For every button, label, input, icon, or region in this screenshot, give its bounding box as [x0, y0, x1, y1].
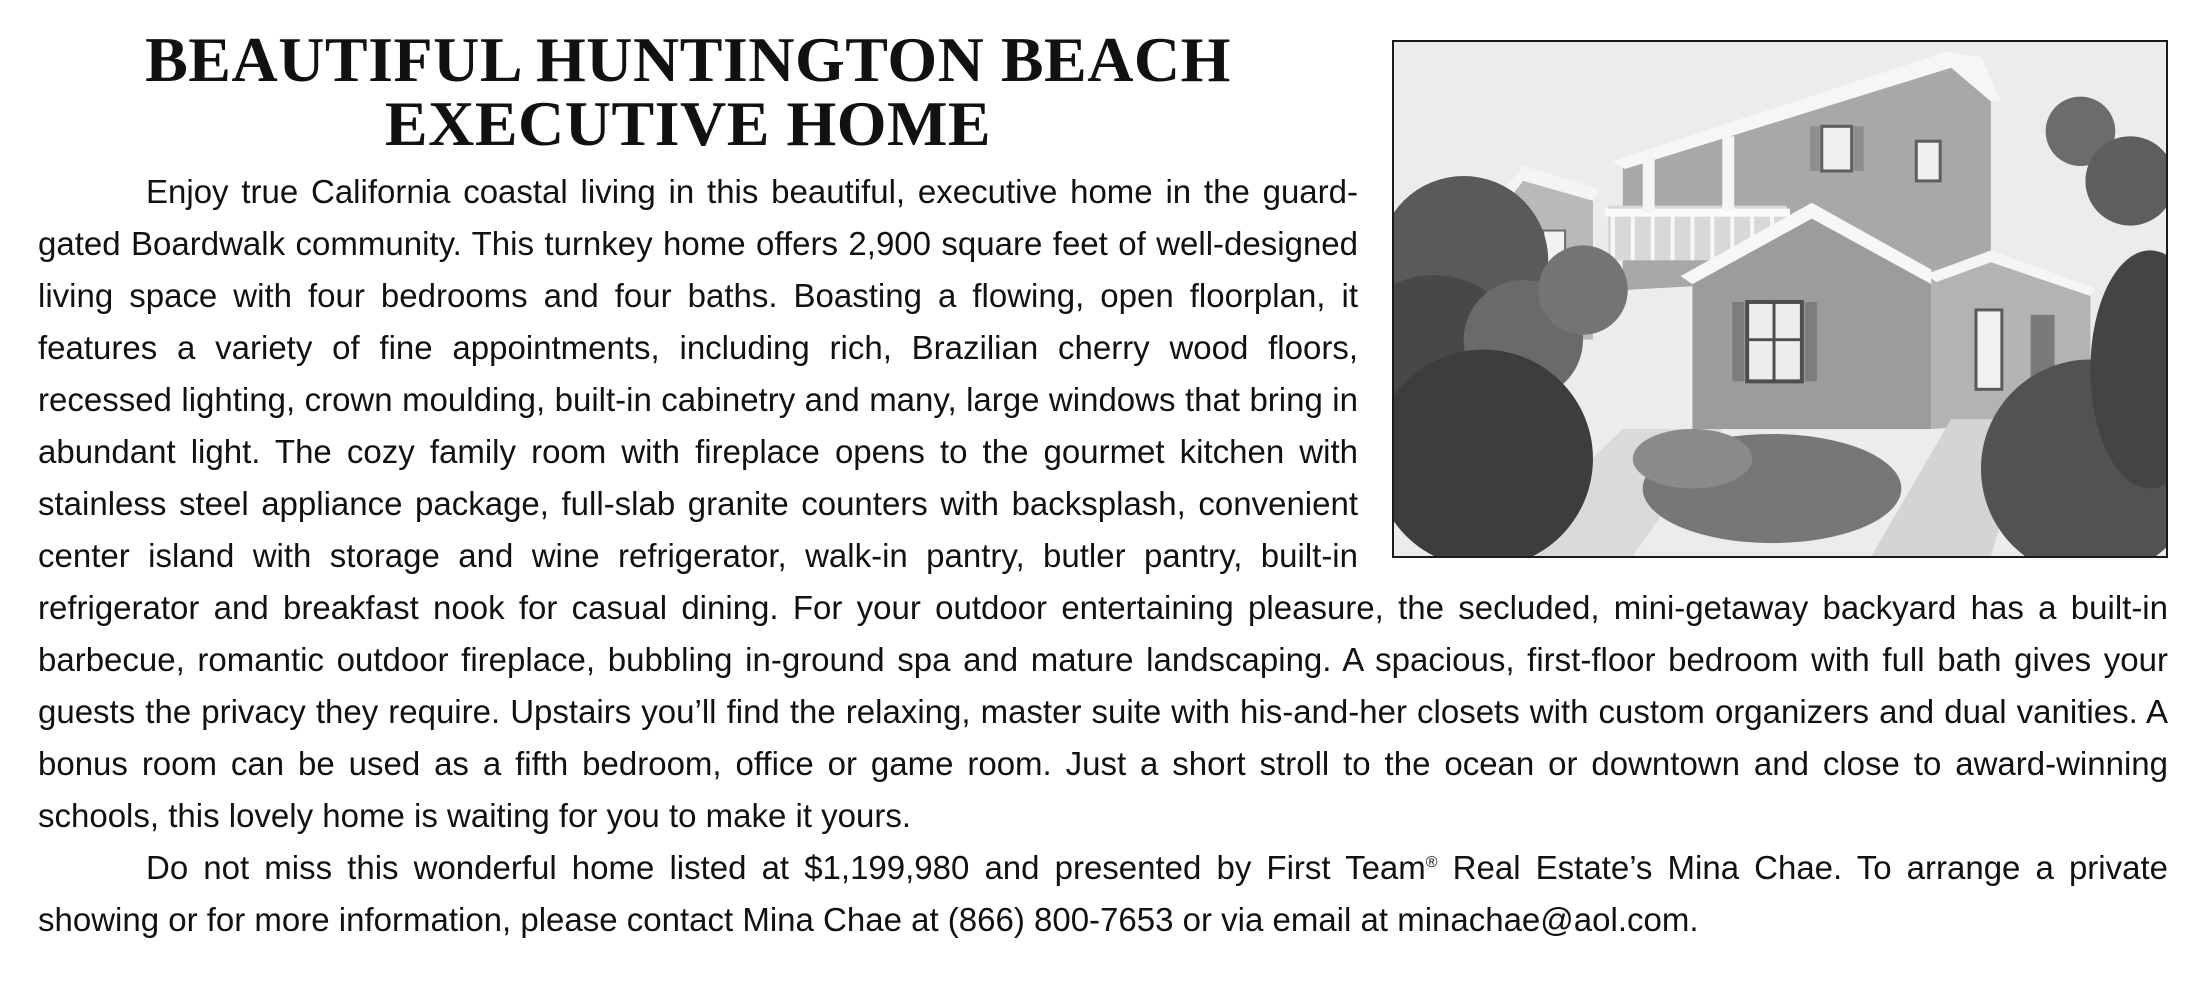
- contact-text-start: Do not miss this wonderful home listed at $1,199,980 and presented by First Team: [146, 849, 1426, 886]
- contact-text-end: Real Estate’s Mina Chae. To arrange a private showing or for more information, please contact Mina Chae at (866) 800-7653 or via email at minachae@aol.com.: [38, 849, 2168, 938]
- description-paragraph: Enjoy true California coastal living in this beautiful, executive home in the guard-gated Boardwalk community. This turnkey home offers 2,900 square feet of well-designed living space with four bedrooms and four baths. Boasting a flowing, open floorplan, it features a variety of fine appointments, including rich, Brazilian cherry wood floors, recessed lighting, crown moulding, built-in cabinetry and many, large windows that bring in abundant light. The cozy family room with fireplace opens to the gourmet kitchen with stainless steel appliance package, full-slab granite counters with backsplash, convenient center island with storage and wine refrigerator, walk-in pantry, butler pantry, built-in refrigerator and breakfast nook for casual dining. For your outdoor entertaining pleasure, the secluded, mini-getaway backyard has a built-in barbecue, romantic outdoor fireplace, bubbling in-ground spa and mature landscaping. A spacious, first-floor bedroom with full bath gives your guests the privacy they require. Upstairs you’ll find the relaxing, master suite with his-and-her closets with custom organizers and dual vanities. A bonus room can be used as a fifth bedroom, office or game room. Just a short stroll to the ocean or downtown and close to award-winning schools, this lovely home is waiting for you to make it yours.: [38, 173, 2168, 834]
- headline-line-2: EXECUTIVE HOME: [384, 88, 992, 159]
- headline-line-1: BEAUTIFUL HUNTINGTON BEACH: [145, 24, 1231, 95]
- house-photo-image: [1394, 42, 2166, 556]
- contact-paragraph: [38, 842, 2168, 946]
- registered-trademark: ®: [1425, 854, 1438, 871]
- listing-advertisement: [38, 24, 2168, 998]
- listing-headline: [38, 24, 1338, 159]
- house-photo: [1392, 40, 2168, 558]
